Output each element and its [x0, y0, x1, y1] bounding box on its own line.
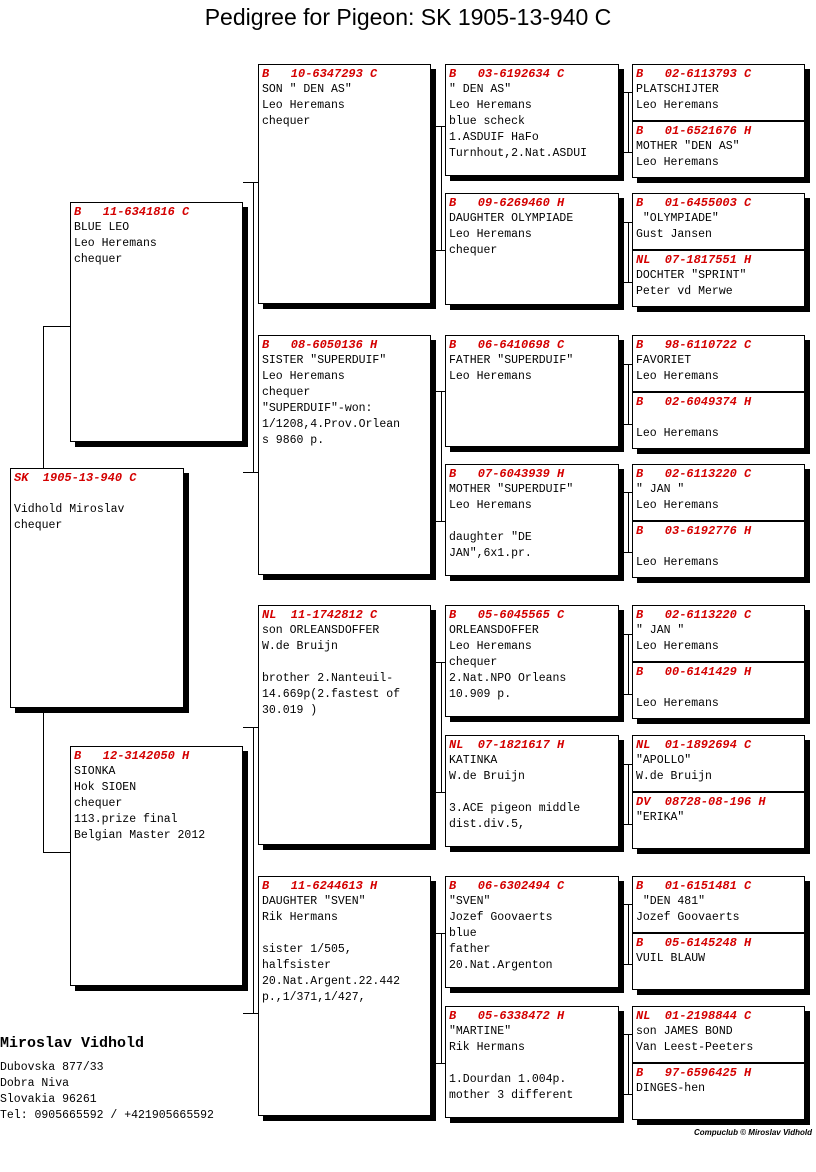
connector-line	[431, 126, 445, 127]
pigeon-info-line: Leo Heremans	[449, 228, 532, 241]
pigeon-info-line	[633, 539, 804, 555]
pigeon-card	[445, 335, 619, 447]
ring-number: B 02-6113220 C	[636, 467, 752, 481]
pigeon-info-line: chequer	[449, 656, 498, 669]
pigeon-info-line: "SVEN"	[449, 895, 491, 908]
pigeon-info-line: KATINKA	[449, 754, 498, 767]
pigeon-info-line: halfsister	[262, 959, 332, 972]
ring-number: B 08-6050136 H	[262, 338, 378, 352]
pigeon-card	[632, 335, 805, 392]
pigeon-card	[258, 335, 431, 575]
pigeon-info-line	[633, 410, 804, 426]
ring-number: B 01-6455003 C	[636, 196, 752, 210]
ring-number: B 02-6113220 C	[636, 608, 752, 622]
pigeon-info-line: MOTHER "SUPERDUIF"	[449, 483, 574, 496]
connector-line	[431, 792, 445, 793]
pigeon-info-line: "SUPERDUIF"-won:	[262, 402, 373, 415]
pigeon-info-line: 2.Nat.NPO Orleans	[449, 672, 567, 685]
pigeon-info-line: "DEN 481"	[636, 895, 706, 908]
ring-number: B 01-6151481 C	[636, 879, 752, 893]
connector-line	[619, 634, 632, 635]
pigeon-info-line	[446, 785, 618, 801]
pigeon-info-line: Leo Heremans	[636, 427, 719, 440]
connector-line	[431, 662, 445, 663]
connector-line	[619, 364, 632, 365]
ring-number: B 03-6192776 H	[636, 524, 752, 538]
pigeon-card	[445, 876, 619, 988]
pigeon-info-line: ORLEANSDOFFER	[449, 624, 539, 637]
connector-line	[619, 964, 632, 965]
pigeon-info-line: brother 2.Nanteuil-	[262, 672, 394, 685]
pigeon-info-line: Belgian Master 2012	[74, 829, 206, 842]
pigeon-info-line: Leo Heremans	[262, 370, 345, 383]
pigeon-info-line: s 9860 p.	[262, 434, 325, 447]
pigeon-card	[445, 1006, 619, 1118]
pigeon-info-line: Leo Heremans	[636, 370, 719, 383]
pigeon-card	[632, 735, 805, 792]
owner-phone: Tel: 0905665592 / +421905665592	[0, 1109, 214, 1122]
ring-number: B 10-6347293 C	[262, 67, 378, 81]
pigeon-info-line	[446, 514, 618, 530]
ring-number: B 07-6043939 H	[449, 467, 565, 481]
pigeon-card	[632, 1006, 805, 1063]
pigeon-card	[445, 193, 619, 305]
pigeon-info-line: 1.ASDUIF HaFo	[449, 131, 539, 144]
connector-line	[619, 764, 632, 765]
connector-line	[253, 727, 254, 1013]
connector-line	[43, 326, 70, 327]
connector-line	[619, 282, 632, 283]
pigeon-info-line: W.de Bruijn	[262, 640, 338, 653]
pigeon-info-line: 113.prize final	[74, 813, 178, 826]
pigeon-info-line: 1.Dourdan 1.004p.	[449, 1073, 567, 1086]
pigeon-card	[632, 392, 805, 449]
connector-line	[431, 1063, 445, 1064]
pigeon-card	[632, 876, 805, 933]
connector-line	[243, 472, 258, 473]
connector-line	[243, 1013, 258, 1014]
pigeon-info-line: FAVORIET	[636, 354, 692, 367]
connector-line	[441, 391, 442, 521]
connector-line	[619, 904, 632, 905]
connector-line	[619, 492, 632, 493]
ring-number: B 09-6269460 H	[449, 196, 565, 210]
pigeon-card	[632, 193, 805, 250]
connector-line	[43, 326, 44, 468]
pigeon-info-line: Leo Heremans	[636, 156, 719, 169]
pigeon-card	[258, 605, 431, 845]
pigeon-info-line: 1/1208,4.Prov.Orlean	[262, 418, 401, 431]
connector-line	[441, 126, 442, 250]
pigeon-info-line: chequer	[14, 519, 63, 532]
pigeon-info-line: 30.019 )	[262, 704, 318, 717]
ring-number: DV 08728-08-196 H	[636, 795, 766, 809]
pigeon-info-line: dist.div.5,	[449, 818, 525, 831]
pigeon-info-line: Leo Heremans	[449, 370, 532, 383]
pigeon-info-line: 10.909 p.	[449, 688, 512, 701]
pigeon-info-line: Van Leest-Peeters	[636, 1041, 754, 1054]
connector-line	[43, 708, 44, 852]
connector-line	[43, 852, 70, 853]
pigeon-info-line: "OLYMPIADE"	[636, 212, 719, 225]
pigeon-info-line: W.de Bruijn	[449, 770, 525, 783]
pigeon-info-line: 20.Nat.Argent.22.442	[262, 975, 401, 988]
connector-line	[243, 182, 258, 183]
pigeon-info-line: BLUE LEO	[74, 221, 130, 234]
pigeon-info-line: Rik Hermans	[262, 911, 338, 924]
connector-line	[243, 727, 258, 728]
connector-line	[619, 222, 632, 223]
pigeon-card	[632, 605, 805, 662]
pigeon-info-line: 14.669p(2.fastest of	[262, 688, 401, 701]
pigeon-info-line: Hok SIOEN	[74, 781, 137, 794]
connector-line	[619, 92, 632, 93]
connector-line	[628, 1034, 629, 1094]
pigeon-info-line: Leo Heremans	[636, 499, 719, 512]
pigeon-info-line: father	[449, 943, 491, 956]
owner-address-line: Slovakia 96261	[0, 1093, 97, 1106]
pigeon-info-line: Gust Jansen	[636, 228, 712, 241]
pigeon-info-line: Jozef Goovaerts	[636, 911, 740, 924]
connector-line	[619, 424, 632, 425]
connector-line	[619, 694, 632, 695]
pigeon-info-line: FATHER "SUPERDUIF"	[449, 354, 574, 367]
pigeon-info-line: SISTER "SUPERDUIF"	[262, 354, 387, 367]
ring-number: B 00-6141429 H	[636, 665, 752, 679]
pigeon-card	[632, 121, 805, 178]
pigeon-info-line: DAUGHTER OLYMPIADE	[449, 212, 574, 225]
pigeon-info-line: "APOLLO"	[636, 754, 692, 767]
pigeon-card	[258, 64, 431, 304]
pigeon-info-line: Leo Heremans	[449, 640, 532, 653]
pigeon-info-line: DINGES-hen	[636, 1082, 706, 1095]
pigeon-info-line: " DEN AS"	[449, 83, 512, 96]
pigeon-info-line: SIONKA	[74, 765, 116, 778]
pigeon-info-line: Jozef Goovaerts	[449, 911, 553, 924]
owner-address-line: Dubovska 877/33	[0, 1061, 104, 1074]
pigeon-info-line: chequer	[74, 797, 123, 810]
page-title: Pedigree for Pigeon: SK 1905-13-940 C	[204, 4, 612, 30]
ring-number: NL 07-1817551 H	[636, 253, 752, 267]
pigeon-info-line: son JAMES BOND	[636, 1025, 733, 1038]
pigeon-card	[445, 605, 619, 717]
copyright-footer: Compuclub © Miroslav Vidhold	[693, 1128, 812, 1137]
connector-line	[619, 152, 632, 153]
pigeon-info-line: PLATSCHIJTER	[636, 83, 719, 96]
ring-number: B 02-6049374 H	[636, 395, 752, 409]
ring-number: NL 01-2198844 C	[636, 1009, 752, 1023]
ring-number: B 11-6341816 C	[74, 205, 190, 219]
pigeon-info-line	[11, 486, 183, 502]
pigeon-info-line: chequer	[262, 115, 311, 128]
connector-line	[431, 521, 445, 522]
connector-line	[441, 662, 442, 792]
pigeon-info-line: DAUGHTER "SVEN"	[262, 895, 366, 908]
connector-line	[619, 552, 632, 553]
ring-number: SK 1905-13-940 C	[14, 471, 137, 485]
connector-line	[619, 1094, 632, 1095]
pigeon-info-line: p.,1/371,1/427,	[262, 991, 366, 1004]
pigeon-info-line: daughter "DE	[449, 531, 532, 544]
pigeon-info-line: Leo Heremans	[636, 556, 719, 569]
ring-number: B 97-6596425 H	[636, 1066, 752, 1080]
connector-line	[253, 182, 254, 472]
connector-line	[628, 92, 629, 152]
connector-line	[628, 904, 629, 964]
connector-line	[628, 222, 629, 282]
pigeon-info-line: 3.ACE pigeon middle	[449, 802, 581, 815]
pigeon-card	[445, 464, 619, 576]
pigeon-info-line	[259, 655, 430, 671]
ring-number: B 05-6045565 C	[449, 608, 565, 622]
pigeon-info-line: mother 3 different	[449, 1089, 574, 1102]
pigeon-info-line: SON " DEN AS"	[262, 83, 352, 96]
connector-line	[628, 764, 629, 824]
ring-number: NL 07-1821617 H	[449, 738, 565, 752]
pigeon-info-line: blue	[449, 927, 477, 940]
pigeon-card	[632, 521, 805, 578]
pigeon-info-line: Leo Heremans	[636, 640, 719, 653]
pigeon-info-line: Turnhout,2.Nat.ASDUI	[449, 147, 588, 160]
pigeon-card	[445, 64, 619, 176]
pigeon-info-line: " JAN "	[636, 624, 685, 637]
pigeon-card	[10, 468, 184, 708]
pigeon-info-line: "MARTINE"	[449, 1025, 512, 1038]
connector-line	[619, 824, 632, 825]
pigeon-card	[632, 792, 805, 849]
pigeon-info-line: Rik Hermans	[449, 1041, 525, 1054]
pigeon-info-line: blue scheck	[449, 115, 525, 128]
pigeon-info-line: Leo Heremans	[636, 697, 719, 710]
pigeon-info-line: chequer	[449, 244, 498, 257]
ring-number: NL 11-1742812 C	[262, 608, 378, 622]
pigeon-card	[632, 1063, 805, 1120]
pigeon-card	[258, 876, 431, 1116]
pigeon-info-line: chequer	[74, 253, 123, 266]
ring-number: B 03-6192634 C	[449, 67, 565, 81]
connector-line	[628, 364, 629, 424]
pigeon-info-line: MOTHER "DEN AS"	[636, 140, 740, 153]
pigeon-info-line	[446, 1056, 618, 1072]
ring-number: B 06-6410698 C	[449, 338, 565, 352]
pigeon-info-line: "ERIKA"	[636, 811, 685, 824]
pigeon-card	[632, 933, 805, 990]
pigeon-card	[70, 746, 243, 986]
connector-line	[441, 933, 442, 1063]
pigeon-card	[445, 735, 619, 847]
ring-number: B 05-6145248 H	[636, 936, 752, 950]
connector-line	[619, 1034, 632, 1035]
pigeon-info-line	[633, 680, 804, 696]
ring-number: B 02-6113793 C	[636, 67, 752, 81]
pigeon-info-line: Leo Heremans	[636, 99, 719, 112]
connector-line	[628, 634, 629, 694]
pigeon-info-line: W.de Bruijn	[636, 770, 712, 783]
pigeon-card	[632, 250, 805, 307]
ring-number: B 01-6521676 H	[636, 124, 752, 138]
pigeon-info-line: DOCHTER "SPRINT"	[636, 269, 747, 282]
pigeon-info-line: Leo Heremans	[262, 99, 345, 112]
ring-number: NL 01-1892694 C	[636, 738, 752, 752]
pigeon-info-line: Peter vd Merwe	[636, 285, 733, 298]
connector-line	[628, 492, 629, 552]
pigeon-card	[632, 662, 805, 719]
pigeon-info-line: Leo Heremans	[449, 499, 532, 512]
owner-name: Miroslav Vidhold	[0, 1035, 145, 1052]
pigeon-info-line: Leo Heremans	[449, 99, 532, 112]
pigeon-info-line: Vidhold Miroslav	[14, 503, 125, 516]
pigeon-info-line: " JAN "	[636, 483, 685, 496]
pigeon-info-line: VUIL BLAUW	[636, 952, 706, 965]
pigeon-info-line: sister 1/505,	[262, 943, 352, 956]
pigeon-info-line	[259, 926, 430, 942]
pigeon-card	[632, 464, 805, 521]
pigeon-info-line: 20.Nat.Argenton	[449, 959, 553, 972]
ring-number: B 11-6244613 H	[262, 879, 378, 893]
connector-line	[431, 933, 445, 934]
owner-address-line: Dobra Niva	[0, 1077, 70, 1090]
ring-number: B 12-3142050 H	[74, 749, 190, 763]
pigeon-info-line: Leo Heremans	[74, 237, 157, 250]
pigeon-info-line: JAN",6x1.pr.	[449, 547, 532, 560]
pigeon-info-line: son ORLEANSDOFFER	[262, 624, 380, 637]
pigeon-card	[632, 64, 805, 121]
pigeon-card	[70, 202, 243, 442]
connector-line	[431, 250, 445, 251]
ring-number: B 05-6338472 H	[449, 1009, 565, 1023]
ring-number: B 06-6302494 C	[449, 879, 565, 893]
connector-line	[431, 391, 445, 392]
pigeon-info-line: chequer	[262, 386, 311, 399]
ring-number: B 98-6110722 C	[636, 338, 752, 352]
